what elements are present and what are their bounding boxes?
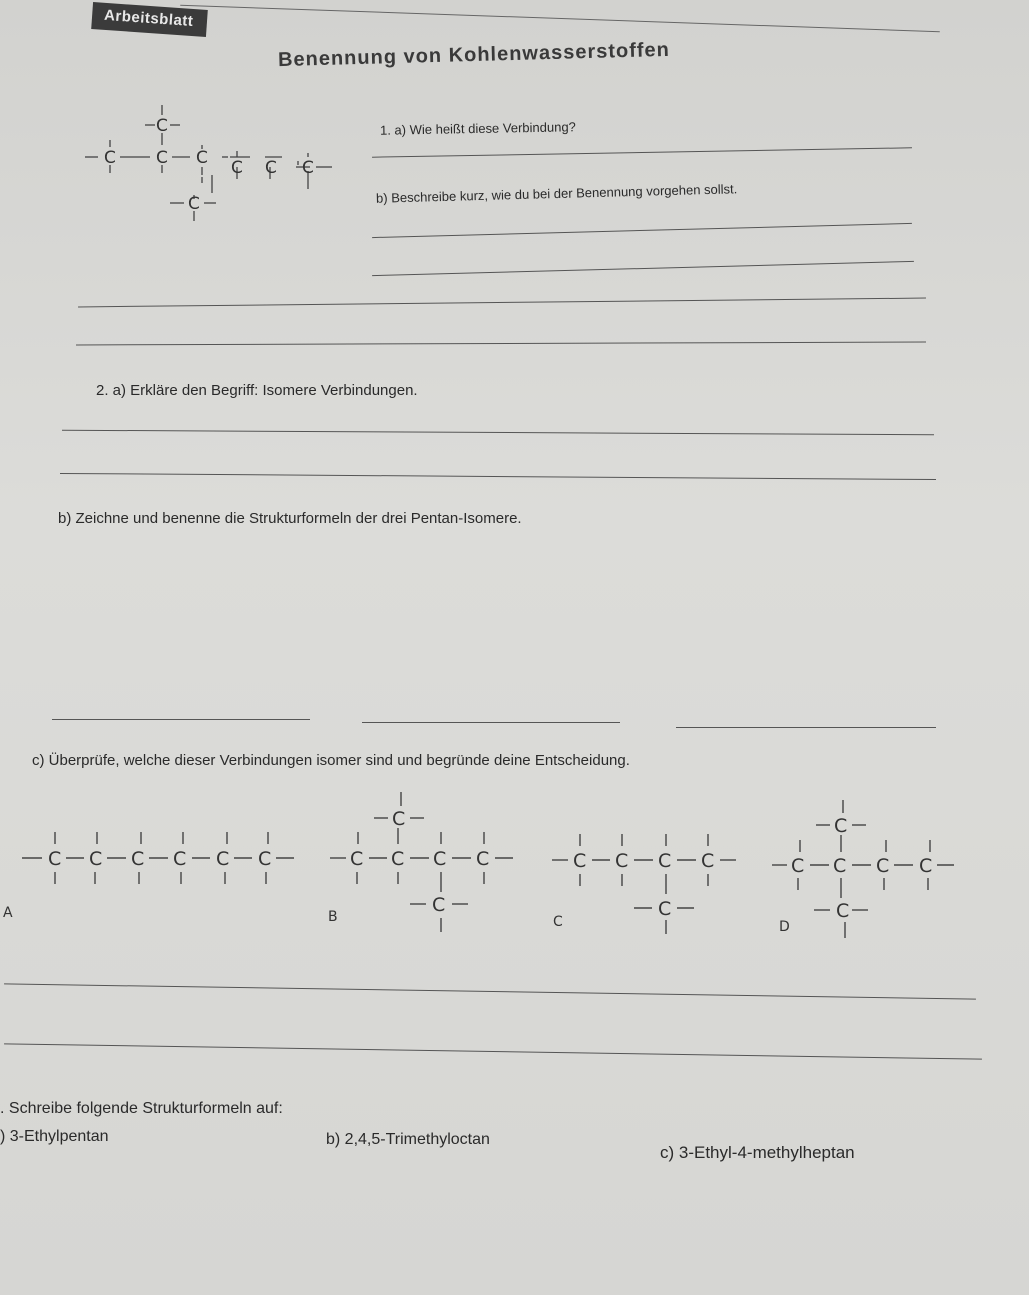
carbon-atom-12: C [173,848,187,870]
carbon-atom-3: C [156,148,168,168]
pentane-name-line-2[interactable] [362,722,620,723]
answer-line-2a-1[interactable] [62,430,934,436]
question-3b: b) 2,4,5-Trimethyloctan [326,1131,490,1148]
carbon-atom-8: C [188,194,200,214]
question-1a: 1. a) Wie heißt diese Verbindung? [379,119,576,138]
answer-line-2c-2[interactable] [4,1043,982,1059]
question-2b: b) Zeichne und benenne die Strukturformeln der drei Pentan-Isomere. [58,510,522,527]
label-c: C [553,914,563,930]
carbon-atom-19: C [392,808,406,830]
carbon-atom-9: C [48,848,62,870]
pentane-name-line-3[interactable] [676,727,936,728]
question-2a: 2. a) Erkläre den Begriff: Isomere Verbindungen. [96,382,418,399]
carbon-atom-26: C [791,855,805,877]
carbon-atom-6: C [265,158,277,178]
carbon-atom-31: C [836,900,850,922]
carbon-atom-24: C [701,850,715,872]
carbon-atom-25: C [658,898,672,920]
carbon-atom-14: C [258,848,272,870]
question-3a: ) 3-Ethylpentan [0,1128,109,1145]
question-3-title: . Schreibe folgende Strukturformeln auf: [0,1100,283,1117]
label-a: A [3,905,13,921]
molecule-q1 [70,95,360,235]
carbon-atom-11: C [131,848,145,870]
carbon-atom-5: C [231,158,243,178]
carbon-atom-2: C [104,148,116,168]
molecules-abcd [0,780,1029,950]
answer-line-1b-2[interactable] [372,261,914,276]
header-border [180,5,940,33]
answer-line-1b-3[interactable] [78,298,926,308]
label-b: B [328,909,338,925]
sheet-tag: Arbeitsblatt [91,2,208,37]
carbon-atom-16: C [391,848,405,870]
question-1b: b) Beschreibe kurz, wie du bei der Benennung vorgehen sollst. [375,181,738,206]
carbon-atom-10: C [89,848,103,870]
carbon-atom-21: C [573,850,587,872]
carbon-atom-22: C [615,850,629,872]
answer-line-1b-1[interactable] [372,223,912,238]
label-d: D [779,919,790,935]
carbon-atom-15: C [350,848,364,870]
carbon-atom-13: C [216,848,230,870]
question-3c: c) 3-Ethyl-4-methylheptan [660,1143,855,1162]
pentane-name-line-1[interactable] [52,719,310,720]
carbon-atom-17: C [433,848,447,870]
answer-line-2c-1[interactable] [4,983,976,999]
answer-line-1b-4[interactable] [76,342,926,346]
carbon-atom-27: C [833,855,847,877]
carbon-atom-18: C [476,848,490,870]
carbon-atom-4: C [196,148,208,168]
answer-line-1a[interactable] [372,147,912,157]
carbon-atom-29: C [919,855,933,877]
carbon-atom-30: C [834,815,848,837]
answer-line-2a-2[interactable] [60,473,936,480]
page-title: Benennung von Kohlenwasserstoffen [277,38,671,72]
carbon-atom-7: C [302,158,314,178]
carbon-atom-28: C [876,855,890,877]
carbon-atom-23: C [658,850,672,872]
question-2c: c) Überprüfe, welche dieser Verbindungen isomer sind und begründe deine Entscheidung. [32,752,630,769]
carbon-atom-20: C [432,894,446,916]
carbon-atom-1: C [156,116,168,136]
